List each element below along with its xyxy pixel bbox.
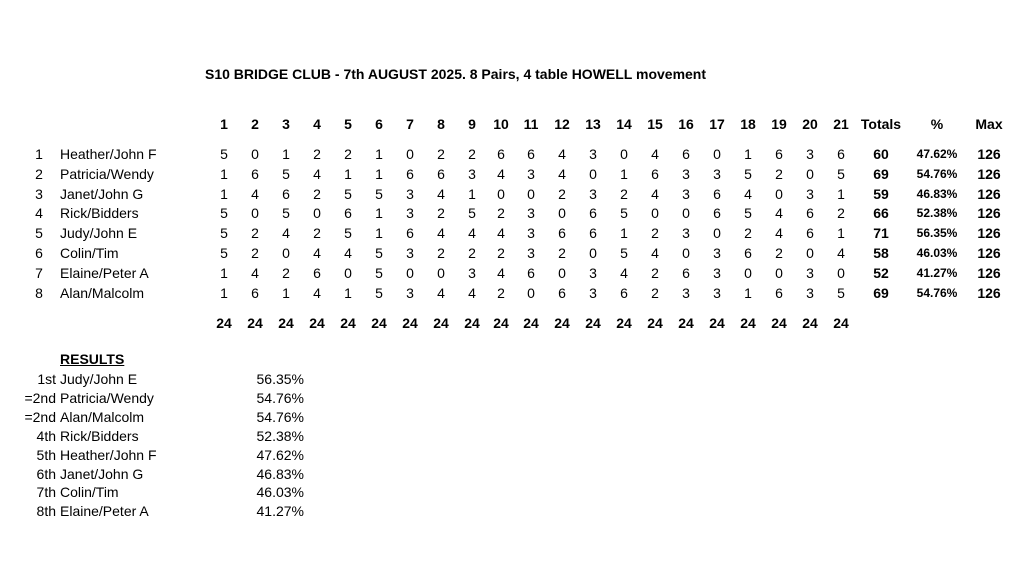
board-score: 0 [282, 245, 290, 261]
board-score: 0 [406, 264, 414, 281]
pair-max: 126 [977, 185, 1001, 202]
board-score: 6 [713, 185, 721, 202]
board-score: 2 [251, 225, 259, 242]
table-row [0, 144, 1024, 164]
board-score: 6 [558, 225, 566, 242]
board-score: 5 [220, 146, 228, 162]
pair-name: Rick/Bidders [60, 205, 139, 222]
board-number-header: 12 [554, 116, 570, 132]
board-number-header: 8 [437, 116, 445, 132]
table-row [0, 164, 1024, 184]
board-score: 4 [468, 225, 476, 242]
board-score: 4 [251, 185, 259, 202]
table-row [0, 243, 1024, 263]
board-score: 3 [406, 205, 414, 222]
result-item [0, 446, 400, 465]
board-score: 2 [468, 245, 476, 261]
board-score: 6 [313, 264, 321, 281]
result-place: 1st [37, 371, 56, 387]
board-score: 2 [497, 284, 505, 301]
pair-number: 3 [35, 185, 43, 202]
board-score: 0 [775, 264, 783, 281]
pair-number: 2 [35, 165, 43, 182]
board-score: 1 [344, 284, 352, 301]
result-place: =2nd [24, 408, 56, 425]
board-number-header: 15 [647, 116, 663, 132]
result-name: Elaine/Peter A [60, 503, 149, 520]
board-number-header: 11 [523, 116, 539, 132]
table-row [0, 223, 1024, 243]
board-score: 0 [251, 205, 259, 222]
board-score: 5 [282, 205, 290, 222]
pair-percent: 52.38% [916, 206, 958, 221]
result-name: Alan/Malcolm [60, 408, 145, 425]
pair-name: Heather/John F [60, 146, 157, 162]
table-row [0, 263, 1024, 283]
board-score: 5 [744, 205, 752, 222]
pair-max: 126 [977, 225, 1001, 242]
board-score: 3 [589, 185, 597, 202]
pair-name: Elaine/Peter A [60, 264, 149, 281]
board-total: 24 [554, 315, 570, 331]
board-score: 5 [344, 185, 352, 202]
result-percent: 46.83% [256, 465, 304, 482]
board-score: 4 [651, 146, 659, 162]
board-total: 24 [647, 315, 663, 331]
pair-total: 66 [873, 205, 889, 222]
board-score: 6 [682, 146, 690, 162]
result-item [0, 502, 400, 521]
pair-total: 69 [873, 284, 889, 301]
board-score: 5 [837, 284, 845, 301]
board-score: 2 [744, 225, 752, 242]
result-name: Heather/John F [60, 446, 157, 463]
board-score: 4 [497, 165, 505, 182]
result-item [0, 465, 400, 484]
board-score: 1 [375, 165, 383, 182]
board-score: 4 [558, 146, 566, 162]
board-score: 2 [468, 146, 476, 162]
board-score: 2 [313, 185, 321, 202]
board-score: 2 [344, 146, 352, 162]
board-number-header: 4 [313, 116, 321, 132]
pair-max: 126 [977, 146, 1001, 162]
board-total: 24 [523, 315, 539, 331]
board-score: 6 [682, 264, 690, 281]
board-score: 5 [620, 205, 628, 222]
result-percent: 52.38% [256, 427, 304, 444]
board-score: 5 [220, 205, 228, 222]
board-total: 24 [616, 315, 632, 331]
board-score: 4 [437, 284, 445, 301]
board-total: 24 [340, 315, 356, 331]
pair-percent: 54.76% [916, 166, 958, 181]
board-score: 0 [437, 264, 445, 281]
pair-total: 58 [873, 245, 889, 261]
board-score: 5 [375, 245, 383, 261]
board-score: 0 [620, 146, 628, 162]
board-score: 4 [651, 185, 659, 202]
board-score: 1 [468, 185, 476, 202]
result-percent: 54.76% [256, 408, 304, 425]
board-total: 24 [464, 315, 480, 331]
board-score: 6 [775, 284, 783, 301]
board-score: 2 [437, 146, 445, 162]
board-score: 1 [375, 225, 383, 242]
board-number-header: 19 [771, 116, 787, 132]
board-score: 5 [620, 245, 628, 261]
board-total: 24 [278, 315, 294, 331]
table-row [0, 184, 1024, 204]
board-score: 5 [744, 165, 752, 182]
board-score: 4 [313, 165, 321, 182]
board-score: 4 [251, 264, 259, 281]
board-score: 6 [651, 165, 659, 182]
board-score: 6 [589, 205, 597, 222]
board-score: 2 [651, 284, 659, 301]
board-score: 6 [527, 146, 535, 162]
pair-percent: 46.83% [916, 186, 958, 201]
pair-total: 71 [873, 225, 889, 242]
board-score: 4 [313, 284, 321, 301]
board-score: 0 [775, 185, 783, 202]
board-score: 0 [713, 225, 721, 242]
board-score: 5 [282, 165, 290, 182]
board-score: 1 [344, 165, 352, 182]
board-score: 6 [713, 205, 721, 222]
board-score: 2 [775, 165, 783, 182]
board-score: 0 [406, 146, 414, 162]
board-score: 0 [682, 205, 690, 222]
board-score: 1 [375, 205, 383, 222]
board-number-header: 14 [616, 116, 632, 132]
board-score: 1 [220, 264, 228, 281]
board-score: 1 [220, 185, 228, 202]
board-score: 3 [682, 165, 690, 182]
board-score: 0 [527, 284, 535, 301]
board-score: 2 [775, 245, 783, 261]
board-number-header: 5 [344, 116, 352, 132]
board-score: 3 [406, 245, 414, 261]
result-name: Rick/Bidders [60, 427, 139, 444]
board-score: 4 [651, 245, 659, 261]
board-score: 5 [220, 245, 228, 261]
pair-total: 59 [873, 185, 889, 202]
board-score: 6 [406, 225, 414, 242]
board-score: 1 [837, 185, 845, 202]
board-number-header: 13 [585, 116, 601, 132]
board-total: 24 [433, 315, 449, 331]
board-score: 4 [837, 245, 845, 261]
board-score: 2 [497, 205, 505, 222]
board-score: 6 [620, 284, 628, 301]
board-score: 6 [527, 264, 535, 281]
board-score: 0 [344, 264, 352, 281]
result-percent: 47.62% [256, 446, 304, 463]
board-total: 24 [402, 315, 418, 331]
pair-number: 4 [35, 205, 43, 222]
board-number-header: 21 [833, 116, 849, 132]
board-score: 2 [437, 245, 445, 261]
board-score: 4 [344, 245, 352, 261]
result-place: 8th [36, 503, 56, 520]
pair-percent: 47.62% [916, 147, 958, 161]
board-score: 3 [682, 225, 690, 242]
board-total: 24 [771, 315, 787, 331]
result-name: Patricia/Wendy [60, 389, 154, 406]
board-score: 6 [406, 165, 414, 182]
board-score: 0 [251, 146, 259, 162]
table-header [0, 114, 1024, 134]
board-score: 6 [497, 146, 505, 162]
board-score: 6 [344, 205, 352, 222]
board-score: 3 [682, 284, 690, 301]
board-score: 5 [220, 225, 228, 242]
board-score: 2 [251, 245, 259, 261]
board-score: 3 [468, 165, 476, 182]
board-score: 3 [527, 165, 535, 182]
board-number-header: 3 [282, 116, 290, 132]
pair-number: 6 [35, 245, 43, 261]
board-total: 24 [802, 315, 818, 331]
result-item [0, 408, 400, 427]
board-score: 4 [558, 165, 566, 182]
board-score: 5 [468, 205, 476, 222]
board-score: 0 [558, 264, 566, 281]
pair-name: Alan/Malcolm [60, 284, 145, 301]
board-score: 2 [620, 185, 628, 202]
pair-percent: 46.03% [916, 246, 958, 260]
board-score: 1 [375, 146, 383, 162]
board-score: 0 [589, 245, 597, 261]
board-score: 2 [558, 185, 566, 202]
board-total: 24 [216, 315, 232, 331]
pair-max: 126 [977, 264, 1001, 281]
board-score: 6 [806, 225, 814, 242]
pair-max: 126 [977, 165, 1001, 182]
board-score: 4 [468, 284, 476, 301]
board-score: 3 [713, 284, 721, 301]
board-score: 3 [527, 245, 535, 261]
board-score: 1 [744, 284, 752, 301]
board-score: 1 [282, 146, 290, 162]
board-score: 3 [682, 185, 690, 202]
result-name: Janet/John G [60, 465, 144, 482]
table-row [0, 203, 1024, 223]
totals-header: Totals [860, 116, 902, 132]
board-number-header: 6 [375, 116, 383, 132]
board-score: 4 [775, 225, 783, 242]
board-score: 0 [806, 165, 814, 182]
board-total: 24 [709, 315, 725, 331]
board-score: 6 [806, 205, 814, 222]
pair-name: Janet/John G [60, 185, 144, 202]
board-number-header: 1 [220, 116, 228, 132]
pair-percent: 56.35% [916, 226, 958, 241]
pair-percent: 54.76% [916, 285, 958, 300]
board-score: 5 [375, 264, 383, 281]
board-score: 2 [558, 245, 566, 261]
board-score: 1 [282, 284, 290, 301]
board-total: 24 [247, 315, 263, 331]
board-score: 0 [589, 165, 597, 182]
board-score: 3 [527, 225, 535, 242]
board-number-header: 18 [740, 116, 756, 132]
max-header: Max [975, 116, 1003, 132]
result-percent: 46.03% [256, 484, 304, 501]
result-place: =2nd [24, 389, 56, 406]
board-score: 0 [651, 205, 659, 222]
result-name: Judy/John E [60, 371, 138, 387]
result-place: 7th [36, 484, 56, 501]
board-score: 3 [806, 264, 814, 281]
pair-name: Colin/Tim [60, 245, 119, 261]
board-score: 3 [806, 146, 814, 162]
board-total: 24 [833, 315, 849, 331]
pair-name: Patricia/Wendy [60, 165, 154, 182]
board-score: 6 [589, 225, 597, 242]
board-score: 4 [313, 245, 321, 261]
board-score: 3 [589, 264, 597, 281]
board-score: 4 [437, 185, 445, 202]
board-score: 4 [282, 225, 290, 242]
board-score: 3 [713, 165, 721, 182]
result-percent: 41.27% [256, 503, 304, 520]
board-score: 5 [375, 185, 383, 202]
result-item [0, 427, 400, 446]
board-score: 0 [744, 264, 752, 281]
pair-max: 126 [977, 284, 1001, 301]
board-total: 24 [371, 315, 387, 331]
result-item [0, 483, 400, 502]
board-score: 3 [468, 264, 476, 281]
board-number-header: 7 [406, 116, 414, 132]
board-score: 0 [527, 185, 535, 202]
board-score: 4 [744, 185, 752, 202]
board-score: 4 [497, 264, 505, 281]
board-score: 3 [406, 284, 414, 301]
board-score: 3 [713, 245, 721, 261]
board-score: 3 [589, 284, 597, 301]
board-score: 6 [744, 245, 752, 261]
board-score: 0 [682, 245, 690, 261]
board-number-header: 17 [709, 116, 725, 132]
board-score: 2 [313, 146, 321, 162]
board-score: 6 [251, 165, 259, 182]
board-score: 2 [282, 264, 290, 281]
table-row [0, 283, 1024, 303]
pair-max: 126 [977, 245, 1001, 261]
board-score: 1 [620, 225, 628, 242]
board-score: 0 [713, 146, 721, 162]
board-total: 24 [678, 315, 694, 331]
pair-percent: 41.27% [916, 265, 958, 280]
board-score: 1 [744, 146, 752, 162]
board-score: 4 [620, 264, 628, 281]
board-score: 4 [775, 205, 783, 222]
result-percent: 56.35% [256, 371, 304, 387]
board-score: 3 [406, 185, 414, 202]
board-score: 3 [806, 284, 814, 301]
result-item [0, 370, 400, 389]
board-score: 1 [220, 165, 228, 182]
results-title: RESULTS [60, 351, 125, 367]
board-score: 5 [375, 284, 383, 301]
board-score: 6 [775, 146, 783, 162]
board-score: 1 [620, 165, 628, 182]
board-number-header: 10 [493, 116, 509, 132]
pair-name: Judy/John E [60, 225, 138, 242]
board-score: 5 [344, 225, 352, 242]
board-total: 24 [740, 315, 756, 331]
board-score: 6 [437, 165, 445, 182]
pair-total: 52 [873, 264, 889, 281]
pair-number: 7 [35, 264, 43, 281]
board-score: 0 [313, 205, 321, 222]
board-score: 4 [437, 225, 445, 242]
board-score: 2 [437, 205, 445, 222]
board-score: 4 [497, 225, 505, 242]
board-score: 0 [558, 205, 566, 222]
result-place: 5th [36, 446, 56, 463]
result-place: 4th [36, 427, 56, 444]
board-score: 2 [651, 225, 659, 242]
result-item [0, 389, 400, 408]
board-score: 3 [713, 264, 721, 281]
board-total: 24 [309, 315, 325, 331]
board-number-header: 16 [678, 116, 694, 132]
board-score: 3 [806, 185, 814, 202]
pair-number: 8 [35, 284, 43, 301]
board-score: 2 [313, 225, 321, 242]
board-score: 2 [497, 245, 505, 261]
percent-header: % [930, 116, 944, 132]
result-percent: 54.76% [256, 389, 304, 406]
result-name: Colin/Tim [60, 484, 119, 501]
pair-number: 5 [35, 225, 43, 242]
board-score: 0 [837, 264, 845, 281]
board-number-header: 2 [251, 116, 259, 132]
board-totals-row [0, 313, 1024, 333]
board-score: 3 [527, 205, 535, 222]
board-score: 6 [558, 284, 566, 301]
board-score: 0 [497, 185, 505, 202]
board-score: 5 [837, 165, 845, 182]
board-total: 24 [585, 315, 601, 331]
board-score: 2 [837, 205, 845, 222]
pair-number: 1 [35, 146, 43, 162]
result-place: 6th [36, 465, 56, 482]
board-score: 6 [837, 146, 845, 162]
board-score: 1 [220, 284, 228, 301]
board-score: 0 [806, 245, 814, 261]
board-score: 6 [251, 284, 259, 301]
board-score: 1 [837, 225, 845, 242]
board-score: 2 [651, 264, 659, 281]
pair-total: 60 [873, 146, 889, 162]
page-title: S10 BRIDGE CLUB - 7th AUGUST 2025. 8 Pairs, 4 table HOWELL movement [205, 66, 707, 82]
board-number-header: 9 [468, 116, 476, 132]
board-number-header: 20 [802, 116, 818, 132]
board-score: 6 [282, 185, 290, 202]
pair-total: 69 [873, 165, 889, 182]
pair-max: 126 [977, 205, 1001, 222]
board-total: 24 [493, 315, 509, 331]
board-score: 3 [589, 146, 597, 162]
